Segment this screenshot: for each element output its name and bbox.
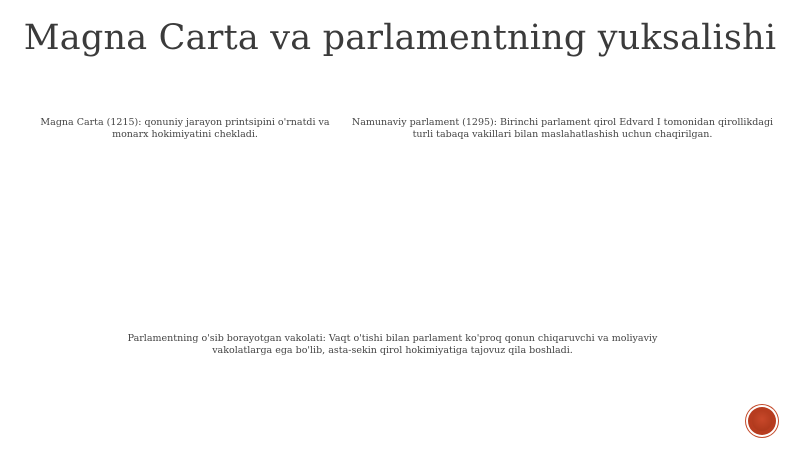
model-parliament-text: Namunaviy parlament (1295): Birinchi parlament qirol Edvard I tomonidan qirollikdagi turli tabaqa vakillari bilan maslahatlashish uchun chaqirilgan. bbox=[351, 117, 774, 140]
parliament-powers-text: Parlamentning o'sib borayotgan vakolati: Vaqt o'tishi bilan parlament ko'proq qonun chiqaruvchi va moliyaviy vakolatlarga ega bo'lib, asta-sekin qirol hokimiyatiga tajovuz qila boshladi. bbox=[127, 333, 658, 356]
circle-button-icon bbox=[752, 411, 772, 431]
magna-carta-text: Magna Carta (1215): qonuniy jarayon printsipini o'rnatdi va monarx hokimiyatini chekladi. bbox=[40, 117, 330, 140]
next-slide-button[interactable] bbox=[748, 407, 776, 435]
slide-title: Magna Carta va parlamentning yuksalishi bbox=[23, 18, 777, 58]
